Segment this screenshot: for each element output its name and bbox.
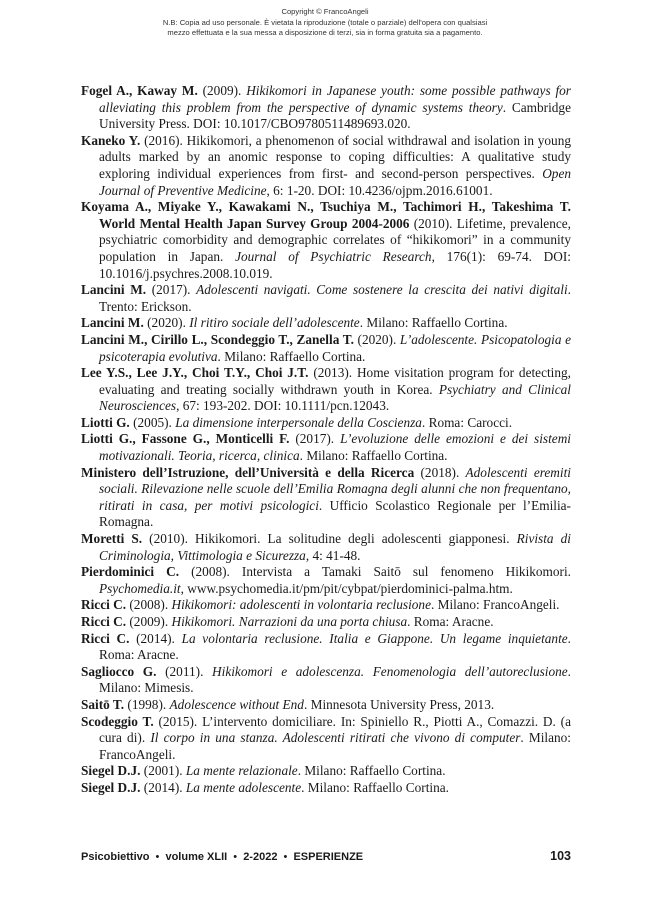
reference-title: Adolescence without End: [169, 696, 304, 712]
reference-title: Hikikomori in Japanese youth: some possible pathways for alleviating this problem from the perspective of dynamic systems theory: [99, 83, 571, 115]
reference-text: (2009).: [197, 83, 247, 98]
running-footer: [81, 851, 363, 863]
volume: volume XLII: [165, 851, 228, 863]
reference-authors: Lee Y.S., Lee J.Y., Choi T.Y., Choi J.T.: [81, 365, 309, 381]
reference-entry: [81, 614, 571, 631]
reference-authors: Saitō T.: [81, 696, 125, 712]
reference-text: (2008).: [126, 597, 172, 613]
reference-text: (2008). Intervista a Tamaki Saitō sul fenomeno Hikikomori.: [179, 564, 571, 580]
separator: •: [233, 851, 238, 863]
reference-title: Open Journal of Preventive Medicine: [99, 165, 571, 198]
reference-text: (1998).: [124, 696, 170, 712]
reference-text: (2010). Hikikomori. La solitudine degli adolescenti giapponesi.: [142, 531, 517, 547]
reference-text: , www.psychomedia.it/pm/pit/cybpat/pierdominici-palma.htm.: [180, 580, 513, 596]
reference-list: [81, 83, 571, 797]
reference-text: (2014).: [140, 779, 186, 795]
reference-entry: [81, 365, 571, 415]
notice-line-2: mezzo effettuata e la sua messa a disposizione di terzi, sia in forma gratuita sia a pagamento.: [167, 28, 483, 38]
reference-authors: Ricci C.: [81, 597, 127, 613]
reference-authors: Kaneko Y.: [81, 132, 141, 148]
journal-name: Psicobiettivo: [81, 851, 150, 863]
reference-text: . Milano: Raffaello Cortina.: [299, 448, 448, 464]
copyright-notice: [0, 7, 650, 39]
reference-authors: Lancini M.: [81, 282, 147, 298]
reference-text: . Minnesota University Press, 2013.: [303, 696, 495, 712]
reference-entry: [81, 133, 571, 199]
reference-text: (2010). Lifetime, prevalence, psychiatric comorbidity and demographic correlates of “hikikomori” in a community population in Japan.: [99, 215, 571, 264]
notice-line-1: N.B: Copia ad uso personale. È vietata la riproduzione (totale o parziale) dell'opera con qualsiasi: [162, 17, 488, 27]
reference-entry: [81, 531, 571, 564]
reference-authors: Liotti G., Fassone G., Monticelli F.: [81, 431, 290, 447]
reference-text: (2014).: [129, 630, 182, 646]
reference-text: (2016). Hikikomori, a phenomenon of social withdrawal and isolation in young adults marked by an anomic response to coping difficulties: A qualitative study exploring individual experiences from first- and second-person perspectives.: [99, 132, 571, 181]
reference-title: Psychiatry and Clinical Neurosciences: [99, 381, 571, 414]
reference-entry: [81, 631, 571, 664]
reference-entry: [81, 780, 571, 797]
page-number: 103: [550, 849, 571, 863]
reference-title: Journal of Psychiatric Research: [235, 248, 432, 264]
reference-text: (2017).: [146, 282, 197, 298]
reference-authors: Moretti S.: [81, 531, 143, 547]
reference-text: . Milano: Raffaello Cortina.: [359, 315, 508, 331]
reference-title: La mente adolescente: [185, 779, 302, 795]
reference-entry: [81, 465, 571, 531]
reference-text: . Milano: Raffaello Cortina.: [217, 348, 366, 364]
reference-authors: Ricci C.: [81, 614, 127, 629]
reference-authors: Siegel D.J.: [81, 779, 141, 795]
reference-text: . Cambridge University Press. DOI: 10.1017/CBO9780511489693.020.: [99, 99, 571, 132]
reference-text: . Trento: Erickson.: [99, 282, 571, 314]
reference-text: (2001).: [140, 763, 186, 779]
reference-entry: [81, 83, 571, 133]
reference-title: Rivista di Criminologia, Vittimologia e Sicurezza: [99, 531, 571, 563]
reference-authors: Lancini M., Cirillo L., Scondeggio T., Zanella T.: [81, 331, 354, 347]
reference-text: (2020).: [353, 331, 400, 347]
copyright-line: Copyright © FrancoAngeli: [281, 7, 369, 16]
reference-entry: [81, 664, 571, 697]
reference-text: . Roma: Aracne.: [99, 630, 571, 663]
reference-text: (2005).: [129, 414, 176, 430]
reference-text: . Milano: Mimesis.: [99, 663, 571, 696]
reference-entry: [81, 282, 571, 315]
reference-entry: [81, 597, 571, 614]
reference-entry: [81, 431, 571, 464]
reference-entry: [81, 332, 571, 365]
reference-text: (2009).: [126, 614, 172, 629]
reference-authors: Ministero dell’Istruzione, dell’Università e della Ricerca: [81, 464, 415, 480]
reference-text: (2017).: [289, 431, 341, 447]
reference-title: Il corpo in una stanza. Adolescenti ritirati che vivono di computer: [150, 730, 521, 746]
reference-text: (2020).: [143, 315, 190, 331]
reference-title: Hikikomori e adolescenza. Fenomenologia dell’autoreclusione: [212, 663, 568, 679]
reference-text: . Roma: Carocci.: [421, 414, 513, 430]
reference-authors: Koyama A., Miyake Y., Kawakami N., Tsuchiya M., Tachimori H., Takeshima T. World Mental Health Japan Survey Group 2004-2006: [81, 199, 571, 231]
reference-text: . Ufficio Scolastico Regionale per l’Emilia-Romagna.: [99, 497, 571, 530]
reference-text: , 176(1): 69-74. DOI: 10.1016/j.psychres.2008.10.019.: [99, 248, 571, 281]
reference-entry: [81, 315, 571, 332]
reference-title: La volontaria reclusione. Italia e Giappone. Un legame inquietante: [181, 630, 568, 646]
reference-authors: Siegel D.J.: [81, 763, 141, 779]
reference-authors: Sagliocco G.: [81, 663, 157, 679]
reference-entry: [81, 415, 571, 432]
issue: 2-2022: [243, 851, 278, 863]
reference-text: (2018).: [414, 464, 466, 480]
reference-authors: Scodeggio T.: [81, 713, 154, 729]
reference-text: (2011).: [156, 663, 213, 679]
reference-text: . Milano: Raffaello Cortina.: [297, 763, 446, 779]
reference-text: , 4: 41-48.: [305, 547, 361, 563]
reference-authors: Ricci C.: [81, 630, 130, 646]
reference-text: . Milano: FrancoAngeli.: [430, 597, 560, 613]
reference-text: (2013). Home visitation program for detecting, evaluating and treating socially withdrawn youth in Korea.: [99, 365, 571, 397]
reference-text: , 67: 193-202. DOI: 10.1111/pcn.12043.: [176, 398, 390, 414]
reference-authors: Pierdominici C.: [81, 564, 180, 580]
reference-title: Adolescenti navigati. Come sostenere la crescita dei nativi digitali: [196, 282, 568, 298]
reference-title: L’adolescente. Psicopatologia e psicoterapia evolutiva: [99, 331, 571, 364]
page-footer: [81, 849, 571, 863]
reference-title: La mente relazionale: [185, 763, 298, 779]
reference-authors: Lancini M.: [81, 315, 144, 331]
reference-entry: [81, 564, 571, 597]
reference-text: . Milano: FrancoAngeli.: [99, 730, 571, 762]
reference-text: . Milano: Raffaello Cortina.: [301, 779, 449, 795]
reference-title: Hikikomori: adolescenti in volontaria reclusione: [171, 597, 431, 613]
section-name: ESPERIENZE: [293, 851, 364, 863]
reference-text: , 6: 1-20. DOI: 10.4236/ojpm.2016.61001.: [266, 182, 493, 198]
separator: •: [283, 851, 288, 863]
reference-title: L’evoluzione delle emozioni e dei sistemi motivazionali. Teoria, ricerca, clinica: [99, 431, 571, 464]
reference-entry: [81, 199, 571, 282]
reference-entry: [81, 714, 571, 764]
reference-entry: [81, 763, 571, 780]
reference-authors: Fogel A., Kaway M.: [81, 83, 198, 98]
reference-authors: Liotti G.: [81, 414, 130, 430]
reference-title: Psychomedia.it: [99, 580, 181, 596]
reference-title: La dimensione interpersonale della Coscienza: [175, 414, 422, 430]
reference-text: (2015). L’intervento domiciliare. In: Spiniello R., Piotti A., Comazzi. D. (a cura di).: [99, 713, 571, 746]
reference-title: Adolescenti eremiti sociali. Rilevazione nelle scuole dell’Emilia Romagna degli alunni che non frequentano, ritirati in casa, per motivi psicologici: [99, 464, 571, 513]
reference-title: Il ritiro sociale dell’adolescente: [189, 315, 360, 331]
reference-title: Hikikomori. Narrazioni da una porta chiusa: [171, 614, 408, 629]
reference-entry: [81, 697, 571, 714]
separator: •: [155, 851, 160, 863]
reference-text: . Roma: Aracne.: [407, 614, 494, 629]
